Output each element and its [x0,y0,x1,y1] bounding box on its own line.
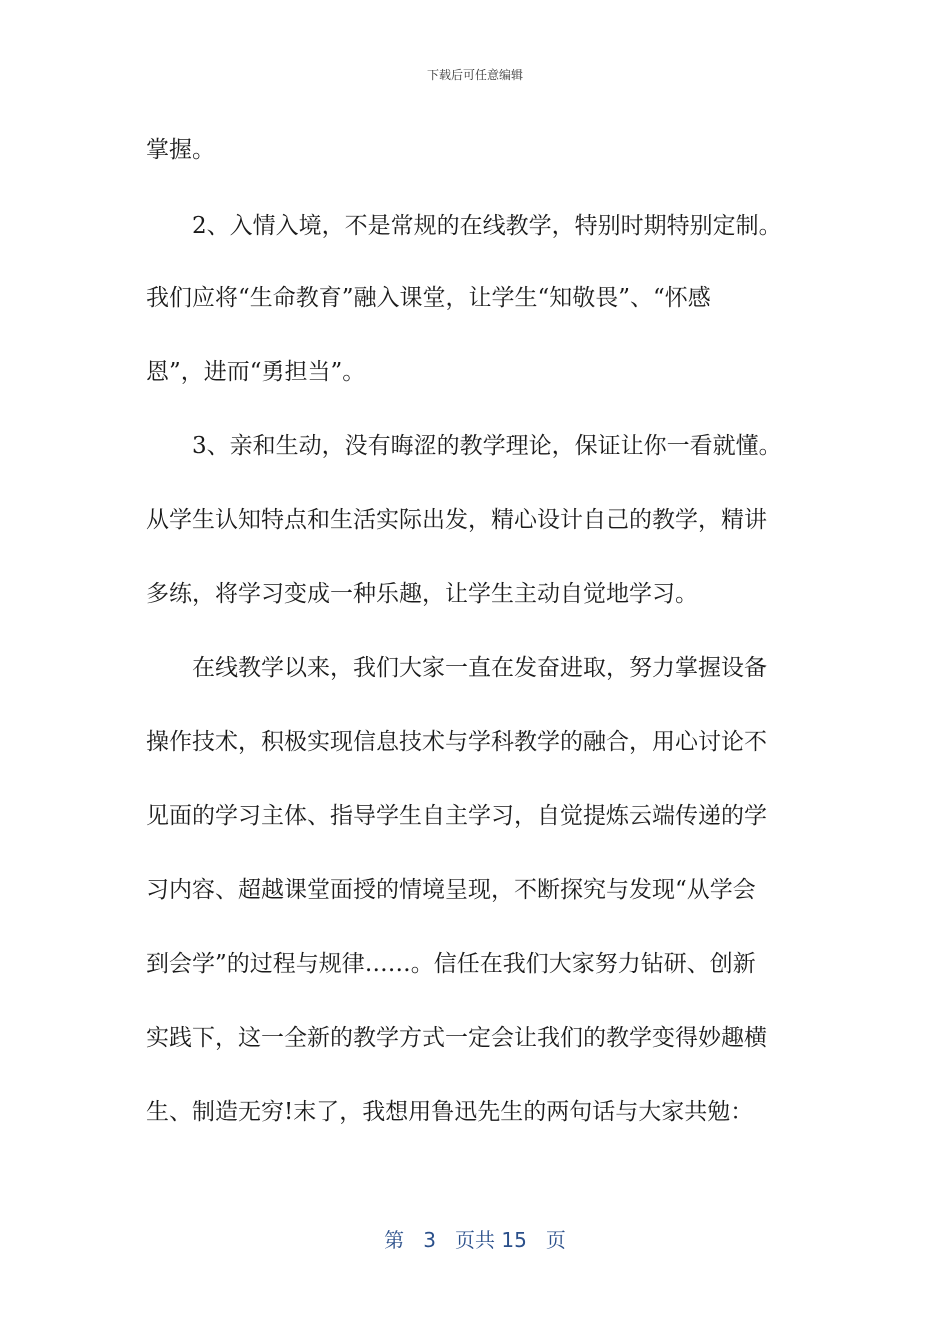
text-line: 操作技术，积极实现信息技术与学科教学的融合，用心讨论不 [146,729,767,755]
text-line: 在线教学以来，我们大家一直在发奋进取，努力掌握设备 [192,655,767,681]
text-line: 我们应将“生命教育”融入课堂，让学生“知敬畏”、“怀感 [146,285,711,311]
text-line: 恩”，进而“勇担当”。 [146,359,366,385]
page-header: 下载后可任意编辑 [426,68,523,82]
page-label-prefix: 第 [384,1228,405,1252]
total-pages-number: 15 [501,1228,527,1252]
text-line: 3、亲和生动，没有晦涩的教学理论，保证让你一看就懂。 [192,433,782,459]
text-line: 实践下，这一全新的教学方式一定会让我们的教学变得妙趣横 [146,1025,767,1051]
text-line: 掌握。 [146,137,215,163]
text-line: 多练，将学习变成一种乐趣，让学生主动自觉地学习。 [146,581,698,607]
page-footer [0,1224,950,1253]
text-line: 生、制造无穷!末了，我想用鲁迅先生的两句话与大家共勉： [146,1099,754,1125]
current-page-number: 3 [423,1228,436,1252]
text-line: 见面的学习主体、指导学生自主学习，自觉提炼云端传递的学 [146,803,767,829]
text-line: 到会学”的过程与规律……。信任在我们大家努力钻研、创新 [146,951,756,977]
text-line: 习内容、超越课堂面授的情境呈现，不断探究与发现“从学会 [146,877,756,903]
text-line: 2、入情入境，不是常规的在线教学，特别时期特别定制。 [192,213,782,239]
page-label-mid: 页共 [455,1228,495,1252]
page-label-suffix: 页 [545,1228,566,1252]
text-line: 从学生认知特点和生活实际出发，精心设计自己的教学，精讲 [146,507,767,533]
